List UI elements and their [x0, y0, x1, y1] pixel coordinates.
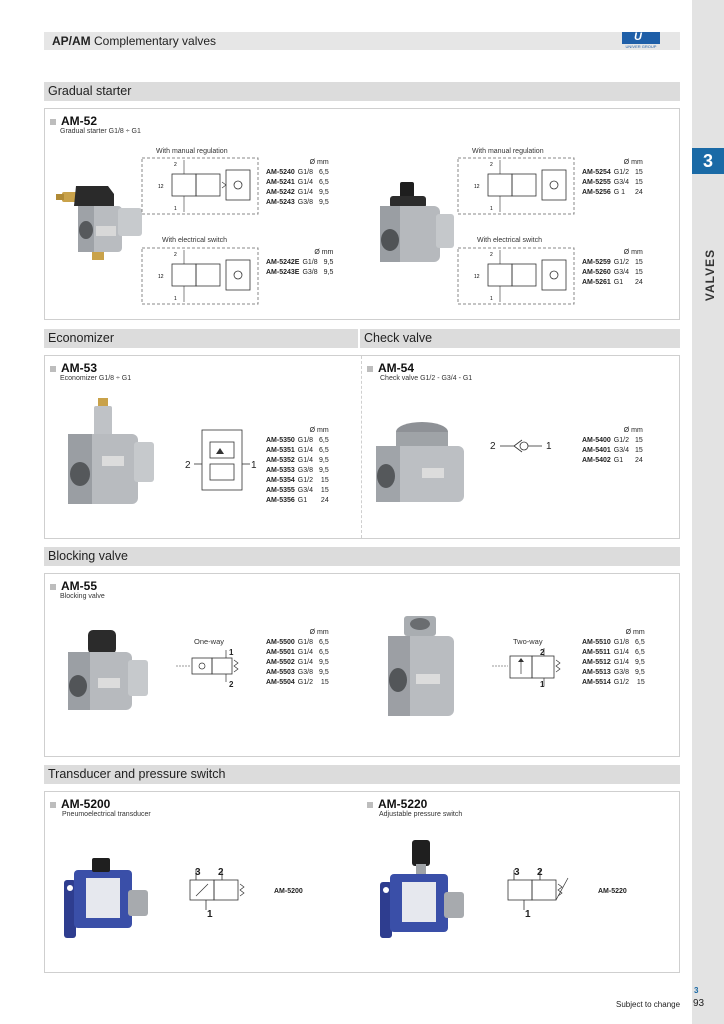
- thread-size: G1/8: [302, 259, 318, 266]
- am52-symbol-manual-left: [140, 156, 260, 216]
- product-code: AM-5511: [582, 649, 611, 656]
- bullet-square: [50, 802, 56, 808]
- svg-text:2: 2: [174, 162, 177, 168]
- am52-symbol-manual-right: [456, 156, 576, 216]
- am52-left-manual-caption: With manual regulation: [156, 148, 228, 155]
- diameter: 6,5: [318, 437, 329, 444]
- dmm-header: Ø mm: [623, 427, 643, 434]
- table-row: [266, 188, 329, 198]
- table-row: [266, 258, 333, 268]
- am52-title-text: AM-52: [61, 114, 98, 128]
- diameter: 9,5: [634, 659, 645, 666]
- dmm-header: Ø mm: [309, 629, 329, 636]
- univer-logo: [622, 32, 660, 50]
- product-code: AM-5353: [266, 467, 295, 474]
- product-code: AM-5240: [266, 169, 295, 176]
- am52-subtitle: Gradual starter G1/8 ÷ G1: [60, 128, 141, 135]
- section-transducer: Transducer and pressure switch: [44, 765, 680, 784]
- am55-right-list: [582, 628, 645, 688]
- diameter: 6,5: [318, 447, 329, 454]
- am55-port-bottom: 2: [229, 680, 234, 689]
- table-row: [582, 188, 643, 198]
- am55-subtitle: Blocking valve: [60, 593, 105, 600]
- table-row: [582, 678, 645, 688]
- svg-text:12: 12: [474, 274, 480, 280]
- am55-photo-right: [380, 614, 464, 726]
- svg-text:1: 1: [490, 296, 493, 302]
- svg-text:2: 2: [490, 252, 493, 258]
- product-code: AM-5354: [266, 477, 295, 484]
- diameter: 9,5: [318, 669, 329, 676]
- thread-size: G1/4: [613, 659, 629, 666]
- diameter: 24: [634, 457, 643, 464]
- table-row: [582, 258, 643, 268]
- am53-title: [50, 361, 97, 375]
- thread-size: G1/4: [297, 649, 313, 656]
- dmm-header: Ø mm: [309, 159, 329, 166]
- product-code: AM-5241: [266, 179, 295, 186]
- am55-right-port-bottom: 1: [540, 680, 545, 689]
- table-row: [582, 178, 643, 188]
- diameter: 24: [634, 279, 643, 286]
- table-row: [266, 476, 329, 486]
- chapter-label: [700, 228, 720, 348]
- diameter: 6,5: [318, 179, 329, 186]
- panel-divider: [361, 356, 362, 538]
- thread-size: G3/8: [297, 467, 313, 474]
- table-row: [266, 178, 329, 188]
- diameter: 9,5: [318, 199, 329, 206]
- product-code: AM-5255: [582, 179, 611, 186]
- thread-size: G1: [613, 457, 624, 464]
- diameter: 15: [320, 477, 329, 484]
- diameter: 15: [634, 269, 643, 276]
- am53-list: [266, 426, 329, 506]
- product-code: AM-5261: [582, 279, 611, 286]
- diameter: 24: [320, 497, 329, 504]
- table-row: [266, 648, 329, 658]
- section-economizer: Economizer: [44, 329, 358, 348]
- diameter: 9,5: [318, 467, 329, 474]
- diameter: 15: [634, 447, 643, 454]
- dmm-header: Ø mm: [314, 249, 334, 256]
- diameter: 6,5: [318, 639, 329, 646]
- am5220-port-1: 1: [525, 909, 531, 920]
- am55-photo-left: [60, 628, 152, 720]
- am5200-title: [50, 797, 110, 811]
- am52-symbol-electric-right: [456, 246, 576, 306]
- thread-size: G1: [297, 497, 308, 504]
- am53-port-left: 2: [185, 460, 191, 471]
- diameter: 9,5: [634, 669, 645, 676]
- am5220-code: AM-5220: [598, 888, 627, 895]
- am55-right-caption: Two-way: [513, 637, 543, 646]
- am52-right-manual-caption: With manual regulation: [472, 148, 544, 155]
- page-number: 93: [693, 998, 705, 1009]
- diameter: 6,5: [318, 169, 329, 176]
- bullet-square: [367, 802, 373, 808]
- table-row: [266, 658, 329, 668]
- product-code: AM-5500: [266, 639, 295, 646]
- am52-right-electric-list: [582, 248, 643, 288]
- table-row: [266, 446, 329, 456]
- am52-left-electric-caption: With electrical switch: [162, 237, 227, 244]
- table-row: [582, 278, 643, 288]
- thread-size: G1/2: [297, 679, 313, 686]
- table-row: [582, 648, 645, 658]
- thread-size: G3/8: [297, 669, 313, 676]
- am55-title-text: AM-55: [61, 579, 98, 593]
- page-title: [52, 34, 216, 48]
- thread-size: G 1: [613, 189, 626, 196]
- am52-right-electric-table: [582, 258, 643, 288]
- product-code: AM-5402: [582, 457, 611, 464]
- diameter: 15: [320, 679, 329, 686]
- table-row: [266, 668, 329, 678]
- am54-subtitle: Check valve G1/2 - G3/4 - G1: [380, 375, 473, 382]
- thread-size: G1/4: [297, 457, 313, 464]
- diameter: 15: [634, 437, 643, 444]
- am54-table: [582, 436, 643, 466]
- svg-text:2: 2: [490, 162, 493, 168]
- thread-size: G1/4: [297, 189, 313, 196]
- am5200-photo: [62, 856, 152, 942]
- table-row: [266, 466, 329, 476]
- bullet-square: [50, 584, 56, 590]
- am54-port-left: 2: [490, 441, 496, 452]
- dmm-header: Ø mm: [625, 629, 645, 636]
- product-code: AM-5355: [266, 487, 295, 494]
- am5200-port-3: 3: [195, 867, 201, 878]
- am53-title-text: AM-53: [61, 361, 98, 375]
- am52-symbol-electric-left: [140, 246, 260, 306]
- am52-right-manual-table: [582, 168, 643, 198]
- am5220-subtitle: Adjustable pressure switch: [379, 811, 463, 818]
- am53-port-right: 1: [251, 460, 257, 471]
- am52-left-electric-table: [266, 258, 333, 278]
- diameter: 9,5: [323, 269, 334, 276]
- am5220-port-3: 3: [514, 867, 520, 878]
- am5200-port-1: 1: [207, 909, 213, 920]
- am52-title: [50, 114, 97, 128]
- am53-symbol: [180, 424, 260, 494]
- product-code: AM-5400: [582, 437, 611, 444]
- svg-text:1: 1: [174, 206, 177, 212]
- chapter-label-text: VALVES: [703, 248, 717, 302]
- am52-left-manual-list: [266, 158, 329, 208]
- product-code: AM-5243E: [266, 269, 300, 276]
- logo-text: UNIVER GROUP: [625, 44, 657, 49]
- diameter: 15: [634, 179, 643, 186]
- thread-size: G3/4: [613, 269, 629, 276]
- table-row: [266, 168, 329, 178]
- am54-photo: [372, 418, 468, 510]
- table-row: [266, 436, 329, 446]
- thread-size: G3/8: [613, 669, 629, 676]
- product-code: AM-5512: [582, 659, 611, 666]
- am5200-code: AM-5200: [274, 888, 303, 895]
- table-row: [266, 678, 329, 688]
- diameter: 15: [636, 679, 645, 686]
- am53-subtitle: Economizer G1/8 ÷ G1: [60, 375, 132, 382]
- diameter: 6,5: [318, 649, 329, 656]
- svg-text:1: 1: [490, 206, 493, 212]
- am5220-title-text: AM-5220: [378, 797, 428, 811]
- product-code: AM-5260: [582, 269, 611, 276]
- logo-letter: U: [634, 31, 642, 43]
- table-row: [582, 668, 645, 678]
- table-row: [266, 638, 329, 648]
- am55-port-top: 1: [229, 648, 234, 657]
- am5220-photo: [378, 838, 468, 942]
- am54-symbol: [498, 438, 544, 454]
- am5200-port-2: 2: [218, 867, 224, 878]
- diameter: 24: [634, 189, 643, 196]
- diameter: 6,5: [634, 639, 645, 646]
- thread-size: G1/2: [297, 477, 313, 484]
- thread-size: G1: [613, 279, 624, 286]
- thread-size: G1/8: [297, 639, 313, 646]
- bullet-square: [367, 366, 373, 372]
- diameter: 9,5: [318, 659, 329, 666]
- svg-text:12: 12: [158, 274, 164, 280]
- thread-size: G1/8: [297, 169, 313, 176]
- table-row: [266, 268, 333, 278]
- am52-right-manual-list: [582, 158, 643, 198]
- product-code: AM-5243: [266, 199, 295, 206]
- diameter: 15: [320, 487, 329, 494]
- am5200-title-text: AM-5200: [61, 797, 111, 811]
- product-code: AM-5504: [266, 679, 295, 686]
- footer-chapter: 3: [694, 986, 699, 995]
- product-code: AM-5350: [266, 437, 295, 444]
- table-row: [582, 638, 645, 648]
- am55-right-table: [582, 638, 645, 688]
- table-row: [582, 456, 643, 466]
- am52-photo-left: [56, 178, 148, 266]
- am55-right-port-top: 2: [540, 648, 545, 657]
- svg-text:1: 1: [174, 296, 177, 302]
- am54-list: [582, 426, 643, 466]
- section-check-valve: Check valve: [360, 329, 680, 348]
- thread-size: G3/4: [297, 487, 313, 494]
- product-code: AM-5501: [266, 649, 295, 656]
- am52-photo-right: [370, 180, 456, 280]
- am54-title-text: AM-54: [378, 361, 415, 375]
- svg-text:12: 12: [474, 184, 480, 190]
- section-blocking-valve: Blocking valve: [44, 547, 680, 566]
- am53-table: [266, 436, 329, 506]
- table-row: [266, 198, 329, 208]
- product-code: AM-5242E: [266, 259, 300, 266]
- product-code: AM-5256: [582, 189, 611, 196]
- diameter: 9,5: [318, 189, 329, 196]
- dmm-header: Ø mm: [623, 249, 643, 256]
- am55-left-table: [266, 638, 329, 688]
- am52-left-manual-table: [266, 168, 329, 208]
- am5220-port-2: 2: [537, 867, 543, 878]
- dmm-header: Ø mm: [309, 427, 329, 434]
- am54-port-right: 1: [546, 441, 552, 452]
- product-code: AM-5503: [266, 669, 295, 676]
- table-row: [266, 496, 329, 506]
- am55-symbol-two-way: [488, 648, 572, 688]
- product-code: AM-5254: [582, 169, 611, 176]
- svg-text:12: 12: [158, 184, 164, 190]
- svg-text:2: 2: [174, 252, 177, 258]
- bullet-square: [50, 366, 56, 372]
- product-code: AM-5401: [582, 447, 611, 454]
- diameter: 9,5: [318, 457, 329, 464]
- table-row: [266, 486, 329, 496]
- table-row: [582, 658, 645, 668]
- thread-size: G1/4: [613, 649, 629, 656]
- product-code: AM-5242: [266, 189, 295, 196]
- table-row: [266, 456, 329, 466]
- dmm-header: Ø mm: [623, 159, 643, 166]
- product-code: AM-5259: [582, 259, 611, 266]
- am52-left-electric-list: [266, 248, 333, 278]
- footer-note: Subject to change: [616, 1000, 681, 1009]
- thread-size: G1/2: [613, 169, 629, 176]
- product-code: AM-5356: [266, 497, 295, 504]
- diameter: 9,5: [323, 259, 334, 266]
- am5200-subtitle: Pneumoelectrical transducer: [62, 811, 151, 818]
- am55-left-list: [266, 628, 329, 688]
- thread-size: G3/8: [302, 269, 318, 276]
- product-code: AM-5513: [582, 669, 611, 676]
- thread-size: G1/8: [613, 639, 629, 646]
- am52-right-electric-caption: With electrical switch: [477, 237, 542, 244]
- thread-size: G1/2: [613, 437, 629, 444]
- am55-title: [50, 579, 97, 593]
- section-gradual-starter: Gradual starter: [44, 82, 680, 101]
- table-row: [582, 436, 643, 446]
- product-code: AM-5514: [582, 679, 611, 686]
- thread-size: G1/8: [297, 437, 313, 444]
- thread-size: G3/8: [297, 199, 313, 206]
- table-row: [582, 268, 643, 278]
- diameter: 6,5: [634, 649, 645, 656]
- page-title-text: Complementary valves: [94, 34, 217, 48]
- thread-size: G1/2: [613, 259, 629, 266]
- thread-size: G3/4: [613, 447, 629, 454]
- thread-size: G3/4: [613, 179, 629, 186]
- thread-size: G1/4: [297, 659, 313, 666]
- product-code: AM-5510: [582, 639, 611, 646]
- thread-size: G1/4: [297, 447, 313, 454]
- product-code: AM-5352: [266, 457, 295, 464]
- table-row: [582, 446, 643, 456]
- am54-title: [367, 361, 414, 375]
- am5220-title: [367, 797, 427, 811]
- page-title-brand: AP/AM: [52, 34, 91, 48]
- diameter: 15: [634, 259, 643, 266]
- chapter-number-tab: 3: [692, 148, 724, 174]
- thread-size: G1/4: [297, 179, 313, 186]
- thread-size: G1/2: [613, 679, 629, 686]
- product-code: AM-5502: [266, 659, 295, 666]
- bullet-square: [50, 119, 56, 125]
- product-code: AM-5351: [266, 447, 295, 454]
- am53-photo: [58, 396, 158, 520]
- table-row: [582, 168, 643, 178]
- am55-symbol-one-way: [172, 648, 252, 688]
- diameter: 15: [634, 169, 643, 176]
- am55-left-caption: One-way: [194, 637, 225, 646]
